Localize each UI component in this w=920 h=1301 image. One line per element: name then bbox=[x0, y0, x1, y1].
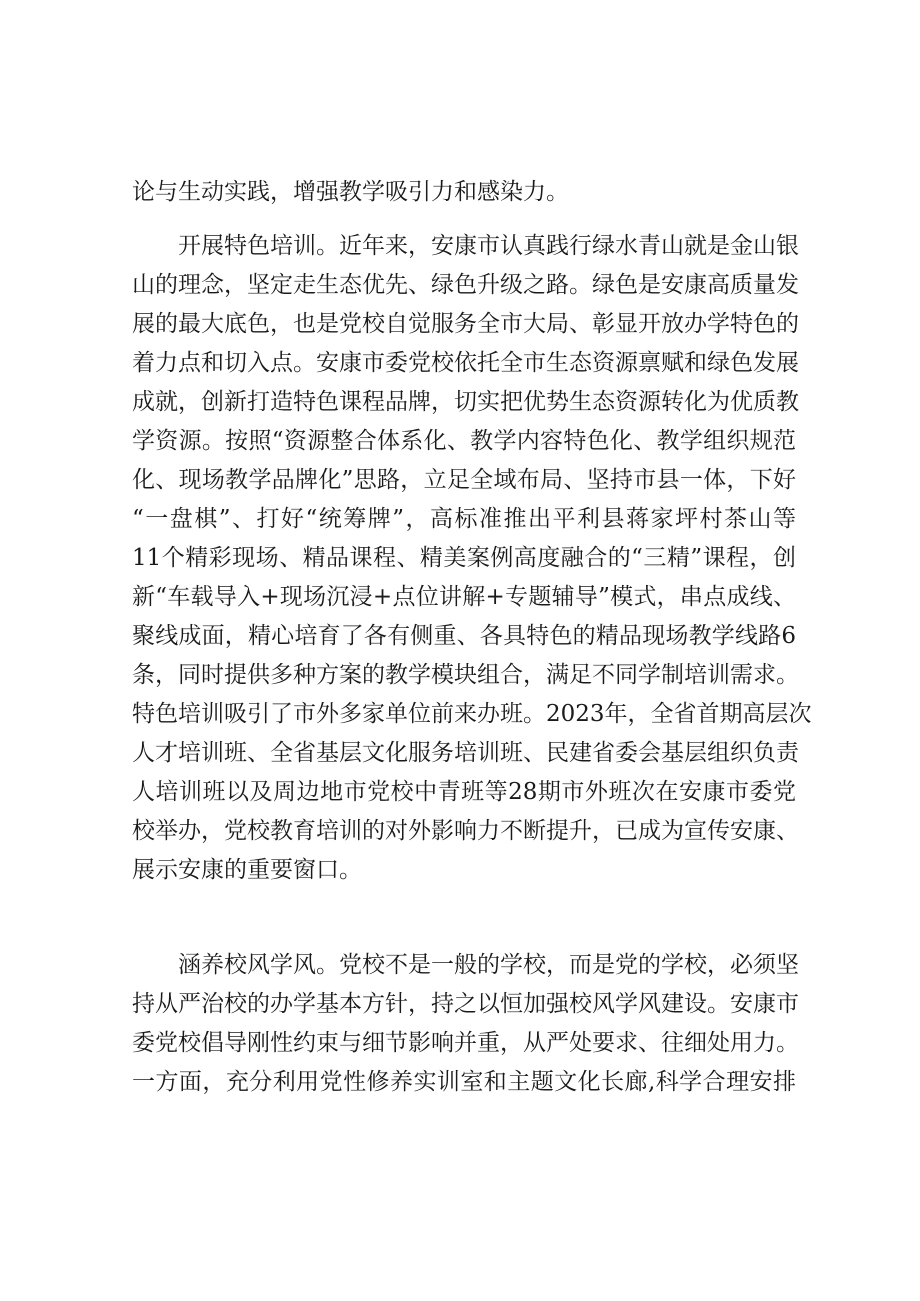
paragraph-continuation bbox=[132, 173, 796, 212]
text-line: 委党校倡导刚性约束与细节影响并重，从严处要求、往细处用力。 bbox=[132, 1030, 799, 1056]
text-line: 一方面，充分利用党性修养实训室和主题文化长廊,科学合理安排 bbox=[132, 1069, 796, 1095]
text-line: 展的最大底色，也是党校自觉服务全市大局、彰显开放办学特色的 bbox=[132, 311, 799, 337]
text-line: 人培训班以及周边地市党校中青班等28期市外班次在安康市委党 bbox=[132, 779, 796, 805]
text-line: 山的理念，坚定走生态优先、绿色升级之路。绿色是安康高质量发 bbox=[132, 272, 799, 298]
text-line: “一盘棋”、打好“统筹牌”，高标准推出平利县蒋家坪村茶山等 bbox=[132, 506, 796, 532]
text-line: 人才培训班、全省基层文化服务培训班、民建省委会基层组织负责 bbox=[132, 740, 799, 766]
text-line: 着力点和切入点。安康市委党校依托全市生态资源禀赋和绿色发展 bbox=[132, 350, 799, 376]
text-line: 成就，创新打造特色课程品牌，切实把优势生态资源转化为优质教 bbox=[132, 389, 799, 415]
text-line: 学资源。按照“资源整合体系化、教学内容特色化、教学组织规范 bbox=[132, 428, 796, 454]
paragraph-special-training bbox=[132, 227, 812, 890]
text-line: 论与生动实践，增强教学吸引力和感染力。 bbox=[132, 179, 569, 205]
text-line: 新“车载导入+现场沉浸+点位讲解+专题辅导”模式，串点成线、 bbox=[132, 584, 796, 610]
text-line: 11个精彩现场、精品课程、精美案例高度融合的“三精”课程，创 bbox=[132, 545, 796, 571]
text-line: 持从严治校的办学基本方针，持之以恒加强校风学风建设。安康市 bbox=[132, 991, 799, 1017]
paragraph-school-style bbox=[132, 946, 799, 1102]
text-line: 化、现场教学品牌化”思路，立足全域布局、坚持市县一体，下好 bbox=[132, 467, 796, 493]
text-line: 开展特色培训。近年来，安康市认真践行绿水青山就是金山银 bbox=[178, 233, 799, 259]
text-line: 条，同时提供多种方案的教学模块组合，满足不同学制培训需求。 bbox=[132, 662, 799, 688]
text-line: 校举办，党校教育培训的对外影响力不断提升，已成为宣传安康、 bbox=[132, 818, 799, 844]
text-line: 特色培训吸引了市外多家单位前来办班。2023年，全省首期高层次 bbox=[132, 701, 812, 727]
text-line: 涵养校风学风。党校不是一般的学校，而是党的学校，必须坚 bbox=[178, 952, 799, 978]
text-line: 聚线成面，精心培育了各有侧重、各具特色的精品现场教学线路6 bbox=[132, 623, 796, 649]
text-line: 展示安康的重要窗口。 bbox=[132, 857, 362, 883]
